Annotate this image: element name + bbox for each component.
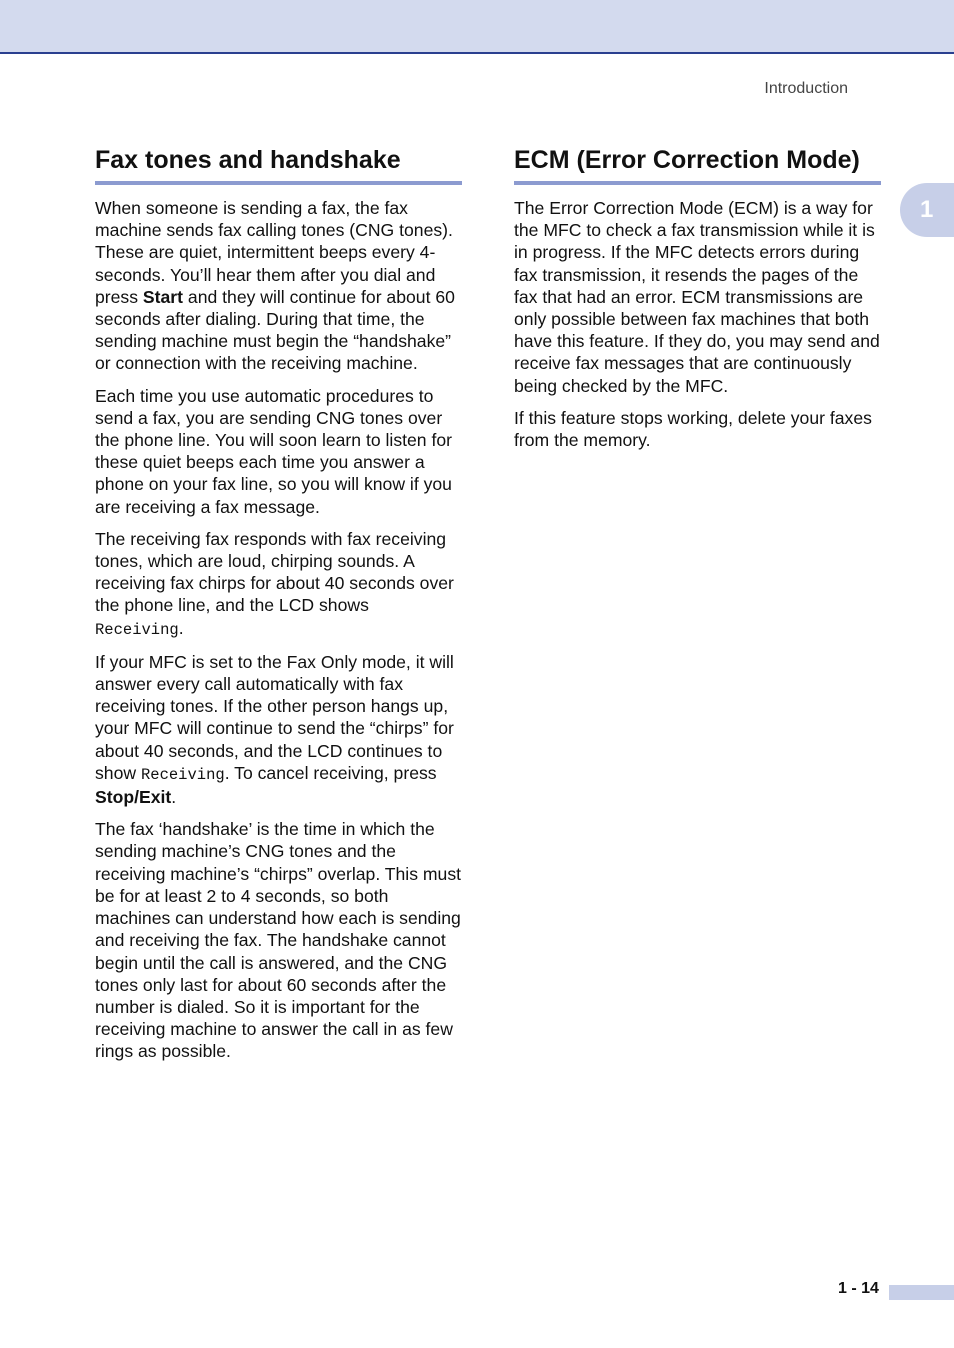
lcd-text: Receiving bbox=[95, 620, 179, 639]
text: . To cancel receiving, press bbox=[224, 762, 437, 783]
bold-term-start: Start bbox=[142, 286, 184, 307]
text: If your MFC is set to the Fax Only mode, it will answer every call automatically with fax receiving tones. If the other person hangs up, your MFC will continue to send the “chirps” for about 40 seconds, and the LCD continues to show bbox=[95, 651, 454, 783]
bold-term-stop-exit: Stop/Exit bbox=[95, 787, 172, 808]
paragraph: The Error Correction Mode (ECM) is a way for the MFC to check a fax transmission while it is in progress. If the MFC detects errors during fax transmission, it resends the pages of the fax that had an error. ECM transmissions are only possible between fax machines that both have this feature. If they do, you may send and receive fax messages that are continuously being checked by the MFC. bbox=[514, 198, 880, 396]
paragraph: The fax ‘handshake’ is the time in which the sending machine’s CNG tones and the receiving machine’s “chirps” overlap. This must be for at least 2 to 4 seconds, so both machines can understand how each is sending and receiving the fax. The handshake cannot begin until the call is answered, and the CNG tones only last for about 60 seconds after the number is dialed. So it is important for the receiving machine to answer the call in as few rings as possible. bbox=[95, 819, 462, 1062]
section-label: Introduction bbox=[764, 80, 848, 97]
footer-bar bbox=[889, 1285, 954, 1300]
chapter-tab bbox=[900, 183, 954, 237]
page-number: 1 - 14 bbox=[838, 1280, 879, 1297]
text: . bbox=[178, 617, 184, 638]
right-column bbox=[514, 143, 881, 451]
paragraph bbox=[95, 651, 462, 808]
text: . bbox=[171, 787, 177, 808]
paragraph bbox=[95, 197, 462, 375]
lcd-text: Receiving bbox=[140, 765, 225, 784]
text: and they will continue for about 60 seconds after dialing. During that time, the sending machine must begin the “handshake” or connection with the receiving machine. bbox=[95, 286, 455, 374]
left-column bbox=[95, 143, 462, 1063]
chapter-number: 1 bbox=[920, 196, 934, 223]
text: The receiving fax responds with fax receiving tones, which are loud, chirping sounds. A receiving fax chirps for about 40 seconds over the phone line, and the LCD shows bbox=[95, 528, 454, 616]
paragraph: If this feature stops working, delete your faxes from the memory. bbox=[514, 407, 872, 451]
header-bar bbox=[0, 0, 954, 54]
paragraph bbox=[95, 528, 462, 641]
text: When someone is sending a fax, the fax machine sends fax calling tones (CNG tones). These are quiet, intermittent beeps every 4-seconds. You’ll hear them after you dial and press bbox=[95, 198, 453, 307]
heading-fax-tones: Fax tones and handshake bbox=[95, 143, 462, 185]
heading-ecm: ECM (Error Correction Mode) bbox=[514, 143, 881, 185]
paragraph: Each time you use automatic procedures to send a fax, you are sending CNG tones over the phone line. You will soon learn to listen for these quiet beeps each time you answer a phone on your fax line, so you will know if you are receiving a fax message. bbox=[95, 385, 453, 517]
